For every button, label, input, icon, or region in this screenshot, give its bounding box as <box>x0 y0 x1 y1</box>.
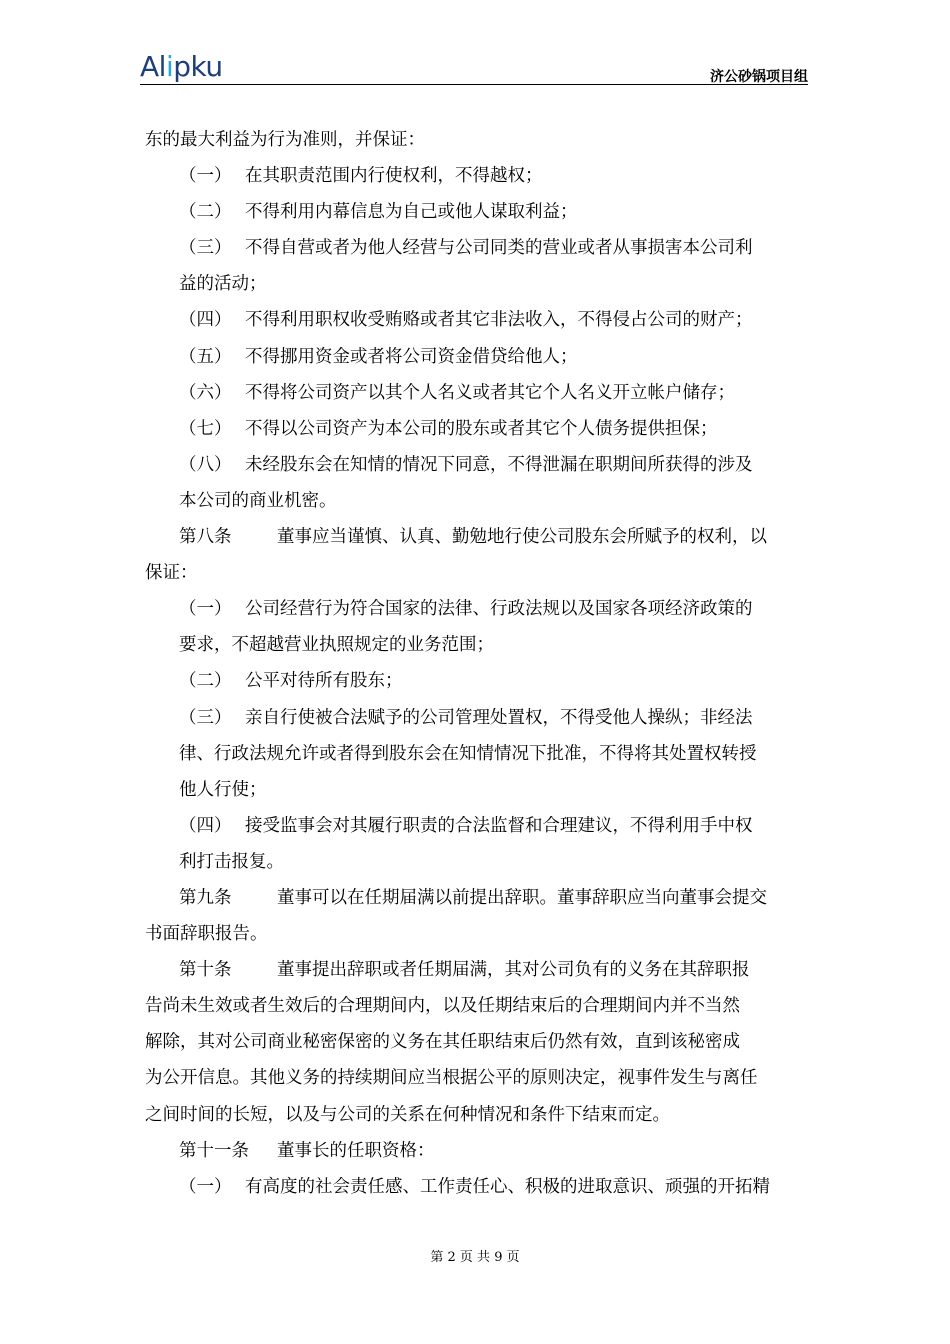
list-item-continuation: 本公司的商业机密。 <box>179 490 337 511</box>
article-continuation: 保证： <box>145 563 198 584</box>
list-item: （五） 不得挪用资金或者将公司资金借贷给他人； <box>179 346 578 367</box>
article-continuation: 解除，其对公司商业秘密保密的义务在其任职结束后仍然有效，直到该秘密成 <box>145 1032 740 1053</box>
article-continuation: 为公开信息。其他义务的持续期间应当根据公平的原则决定，视事件发生与离任 <box>145 1068 758 1089</box>
list-item: （一） 公司经营行为符合国家的法律、行政法规以及国家各项经济政策的 <box>179 599 753 620</box>
list-item-continuation: 益的活动； <box>179 274 267 295</box>
article-10: 第十条 董事提出辞职或者任期届满，其对公司负有的义务在其辞职报 <box>179 960 750 981</box>
article-continuation: 告尚未生效或者生效后的合理期间内，以及任期结束后的合理期间内并不当然 <box>145 996 740 1017</box>
list-item: （六） 不得将公司资产以其个人名义或者其它个人名义开立帐户储存； <box>179 382 735 403</box>
article-9: 第九条 董事可以在任期届满以前提出辞职。董事辞职应当向董事会提交 <box>179 887 767 908</box>
article-continuation: 书面辞职报告。 <box>145 924 268 945</box>
list-item-continuation: 他人行使； <box>179 779 267 800</box>
article-continuation: 之间时间的长短，以及与公司的关系在何种情况和条件下结束而定。 <box>145 1104 670 1125</box>
list-item: （一） 有高度的社会责任感、工作责任心、积极的进取意识、顽强的开拓精 <box>179 1176 770 1197</box>
list-item: （三） 亲自行使被合法赋予的公司管理处置权，不得受他人操纵；非经法 <box>179 707 753 728</box>
company-logo <box>140 52 223 82</box>
list-item: （二） 公平对待所有股东； <box>179 671 403 692</box>
article-11: 第十一条 董事长的任职资格： <box>179 1140 435 1161</box>
list-item-continuation: 利打击报复。 <box>179 851 284 872</box>
list-item-continuation: 要求，不超越营业执照规定的业务范围； <box>179 635 494 656</box>
list-item-continuation: 律、行政法规允许或者得到股东会在知情情况下批准，不得将其处置权转授 <box>179 743 757 764</box>
paragraph-line: 东的最大利益为行为准则，并保证： <box>145 130 425 150</box>
list-item: （四） 接受监事会对其履行职责的合法监督和合理建议，不得利用手中权 <box>179 815 753 836</box>
list-item: （一） 在其职责范围内行使权利，不得越权； <box>179 166 543 187</box>
article-8: 第八条 董事应当谨慎、认真、勤勉地行使公司股东会所赋予的权利，以 <box>179 527 767 548</box>
list-item: （二） 不得利用内幕信息为自己或他人谋取利益； <box>179 202 578 223</box>
header-divider <box>140 84 808 85</box>
project-group-name: 济公砂锅项目组 <box>710 69 808 85</box>
list-item: （七） 不得以公司资产为本公司的股东或者其它个人债务提供担保； <box>179 418 718 439</box>
list-item: （三） 不得自营或者为他人经营与公司同类的营业或者从事损害本公司利 <box>179 238 753 259</box>
page-number: 第 2 页 共 9 页 <box>430 1250 520 1265</box>
page-header <box>140 52 808 84</box>
logo-text: Alipku <box>140 50 223 83</box>
document-body <box>145 122 810 1205</box>
list-item: （四） 不得利用职权收受贿赂或者其它非法收入，不得侵占公司的财产； <box>179 310 753 331</box>
list-item: （八） 未经股东会在知情的情况下同意，不得泄漏在职期间所获得的涉及 <box>179 454 753 475</box>
